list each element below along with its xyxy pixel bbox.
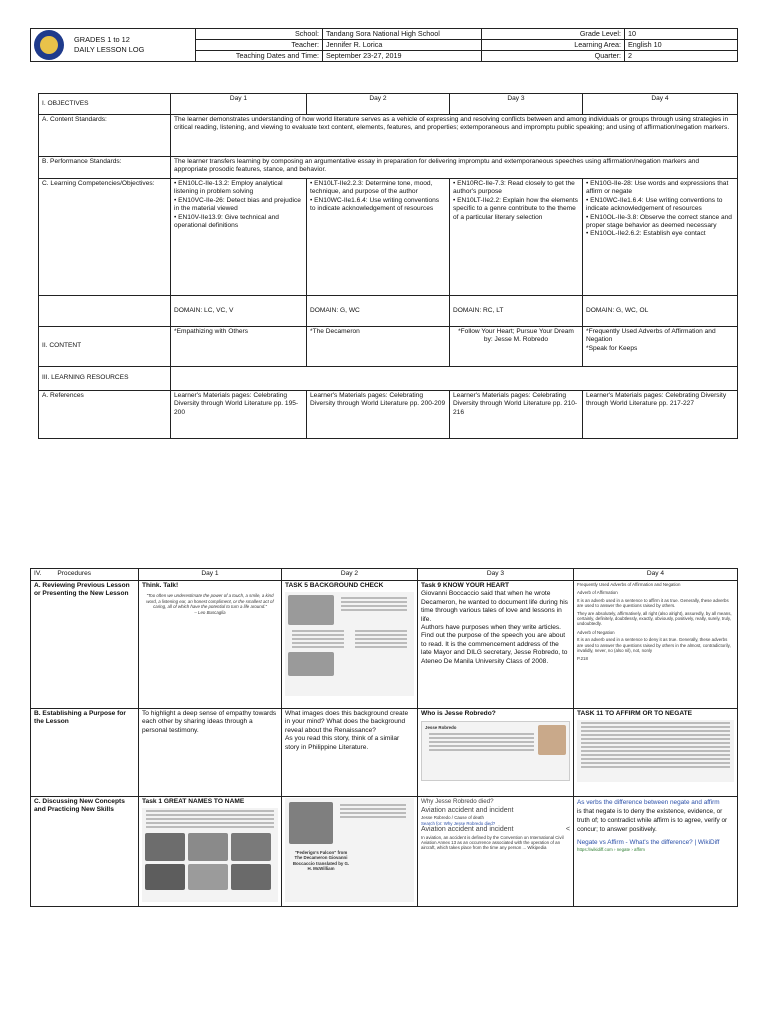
task9-title: Task 9 KNOW YOUR HEART xyxy=(421,582,510,589)
proc-day4-header: Day 4 xyxy=(574,569,738,581)
who-is-robredo-title: Who is Jesse Robredo? xyxy=(421,710,496,717)
buscaglia-quote: "Too often we underestimate the power of a touch, a smile, a kind word, a listening ear, an honest compliment, or the smallest act of caring, all of which have the potential to turn a life around." xyxy=(146,593,274,610)
robredo-cause-meta: Jesse Robredo / Cause of death xyxy=(421,815,484,821)
robredo-info-card xyxy=(421,721,570,781)
row-a-label: A. Reviewing Previous Lesson or Presenting the New Lesson xyxy=(31,581,139,709)
wikidiff-url[interactable]: https://wikidiff.com › negate › affirm xyxy=(577,847,645,852)
teacher-value: Jennifer R. Lorica xyxy=(323,40,482,51)
header-title-cell xyxy=(31,29,196,62)
day4-header: Day 4 xyxy=(583,94,738,115)
references-label: A. References xyxy=(39,391,171,439)
header-title-line2: DAILY LESSON LOG xyxy=(74,45,145,54)
performance-standards-text: The learner transfers learning by composing an argumentative essay in preparation for delivering impromptu and extemporaneous speeches using affirmation/negation markers and appropriate prosodic features, stance, and behavior. xyxy=(171,157,738,179)
decameron-illustration xyxy=(289,802,333,844)
aviation-heading-text: Aviation accident and incident xyxy=(421,826,514,833)
quarter-value: 2 xyxy=(625,51,738,62)
grade-label: Grade Level: xyxy=(482,29,625,40)
robredo-question: Why Jesse Robredo died? xyxy=(421,798,494,805)
task11-title: TASK 11 TO AFFIRM OR TO NEGATE xyxy=(577,710,693,717)
school-value: Tandang Sora National High School xyxy=(323,29,482,40)
task1-title: Task 1 GREAT NAMES TO NAME xyxy=(142,798,245,805)
negate-affirm-line2: is that negate is to deny the existence, evidence, or truth of; to contradict while affirm is to agree, verify or concur; to answer positively. xyxy=(577,808,728,833)
objectives-heading: I. OBJECTIVES xyxy=(39,94,171,115)
negation-heading: Adverb of Negation xyxy=(577,629,615,635)
row-a-day1 xyxy=(139,581,282,709)
think-talk-title: Think. Talk! xyxy=(142,582,179,589)
decameron-book-image xyxy=(285,798,414,902)
row-b-day3 xyxy=(418,709,574,797)
area-label: Learning Area: xyxy=(482,40,625,51)
negate-affirm-line1: As verbs the difference between negate and affirm xyxy=(577,799,720,806)
dates-value: September 23-27, 2019 xyxy=(323,51,482,62)
deped-seal-icon xyxy=(34,30,64,60)
row-b-day2: What images does this background create in your mind? What does the background reveal about the Renaissance? As you read this story, think of a similar story in Philippine Literature. xyxy=(282,709,418,797)
resources-spacer xyxy=(171,367,738,391)
procedures-heading-text: Procedures xyxy=(57,570,92,577)
procedures-heading-num: IV. xyxy=(34,570,42,577)
competency-day1: • EN10LC-IIe-13.2: Employ analytical listening in problem solving • EN10VC-IIe-26: Detect bias and prejudice in the material viewed • EN10V-IIe13.9: Give technical and operational definitions xyxy=(171,179,307,296)
content-day1: *Empathizing with Others xyxy=(171,327,307,367)
content-standards-label: A. Content Standards: xyxy=(39,115,171,157)
dates-label: Teaching Dates and Time: xyxy=(196,51,323,62)
row-c-day1 xyxy=(139,797,282,907)
competency-day2: • EN10LT-IIe2.2.3: Determine tone, mood, technique, and purpose of the author • EN10WC-IIe1.6.4: Use writing conventions to indicate acknowledgement of resources xyxy=(307,179,450,296)
adverbs-title: Frequently Used Adverbs of Affirmation and Negation xyxy=(577,582,681,587)
google-result-card xyxy=(421,798,570,851)
competencies-label: C. Learning Competencies/Objectives: xyxy=(39,179,171,296)
domain-day2: DOMAIN: G, WC xyxy=(307,296,450,327)
row-b-day1: To highlight a deep sense of empathy towards each other by sharing ideas through a personal testimony. xyxy=(139,709,282,797)
proc-day1-header: Day 1 xyxy=(139,569,282,581)
share-icon[interactable]: < xyxy=(565,826,570,833)
row-a-day4 xyxy=(574,581,738,709)
renaissance-background-image xyxy=(285,592,414,696)
domain-day3: DOMAIN: RC, LT xyxy=(450,296,583,327)
resources-heading: III. LEARNING RESOURCES xyxy=(39,367,171,391)
robredo-portrait xyxy=(538,725,566,755)
task5-title: TASK 5 BACKGROUND CHECK xyxy=(285,582,384,589)
competency-day3: • EN10RC-IIe-7.3: Read closely to get the author's purpose • EN10LT-IIe2.2: Explain how the elements specific to a genre contribute to the theme of a particular literary selection xyxy=(450,179,583,296)
reference-day4: Learner's Materials pages: Celebrating Diversity through World Literature pp. 217-227 xyxy=(583,391,738,439)
content-day3: *Follow Your Heart; Pursue Your Dream by: Jesse M. Robredo xyxy=(450,327,583,367)
affirmation-definition: It is an adverb used in a sentence to affirm it as true. Generally, these adverbs are used to answer the questions raised by others. xyxy=(577,597,729,609)
robredo-search-link[interactable]: Search for: Why Jesse Robredo died? xyxy=(421,820,496,826)
row-a-day2 xyxy=(282,581,418,709)
domain-day4: DOMAIN: G, WC, OL xyxy=(583,296,738,327)
portrait-5 xyxy=(188,864,228,890)
row-b-day4 xyxy=(574,709,738,797)
robredo-card-name: Jesse Robredo xyxy=(425,725,457,731)
row-b-label: B. Establishing a Purpose for the Lesson xyxy=(31,709,139,797)
teacher-label: Teacher: xyxy=(196,40,323,51)
domain-spacer xyxy=(39,296,171,327)
row-c-day2 xyxy=(282,797,418,907)
portrait-1 xyxy=(145,833,185,861)
objectives-table xyxy=(38,93,738,439)
proc-day2-header: Day 2 xyxy=(282,569,418,581)
negation-definition: It is an adverb used in a sentence to deny it as true. Generally, these adverbs are used to answer the questions raised by others in the almost, contradictorily, invalidly, never, no (also nil), not, nonly xyxy=(577,637,731,654)
day2-header: Day 2 xyxy=(307,94,450,115)
page-reference: P.218 xyxy=(577,656,588,662)
proc-day3-header: Day 3 xyxy=(418,569,574,581)
performance-standards-label: B. Performance Standards: xyxy=(39,157,171,179)
grade-value: 10 xyxy=(625,29,738,40)
portrait-3 xyxy=(231,833,271,861)
header-table xyxy=(30,28,738,62)
robredo-answer: Aviation accident and incident xyxy=(421,806,514,814)
renaissance-photo-2 xyxy=(288,652,334,676)
competency-day4: • EN10G-IIe-28: Use words and expressions that affirm or negate • EN10WC-IIe1.6.4: Use writing conventions to indicate acknowledgement of resources • EN10OL-IIe-3.8: Observe the correct stance and proper stage behavior as deemed necessary • EN10OL-IIe2.6.2: Establish eye contact xyxy=(583,179,738,296)
day1-header: Day 1 xyxy=(171,94,307,115)
negate-affirm-card xyxy=(577,798,734,852)
row-c-day3 xyxy=(418,797,574,907)
task9-text: Giovanni Boccaccio said that when he wrote Decameron, he wanted to document life during his time through various tales of love and lessons in life. Authors have purposes when they write articles. Find out the purpose of the speech you are about to read. It is the commencement address of the late Mayor and DILG secretary, Jesse Robredo, to Ateneo De Manila University Class of 2008. xyxy=(421,590,568,665)
aviation-definition: In aviation, an accident is defined by the Convention on International Civil Aviation Annex 13 as an occurrence associated with the operation of an aircraft, which takes place from the time any person ... Wikipedia xyxy=(421,834,564,851)
procedures-table xyxy=(30,568,738,907)
great-names-image xyxy=(142,808,278,902)
task11-worksheet-image xyxy=(577,720,734,782)
aviation-heading xyxy=(421,826,570,835)
domain-day1: DOMAIN: LC, VC, V xyxy=(171,296,307,327)
reference-day2: Learner's Materials pages: Celebrating Diversity through World Literature pp. 200-209 xyxy=(307,391,450,439)
renaissance-photo-1 xyxy=(288,595,334,625)
procedures-heading xyxy=(31,569,139,581)
portrait-4 xyxy=(145,864,185,890)
portrait-6 xyxy=(231,864,271,890)
row-c-day4 xyxy=(574,797,738,907)
federigo-caption: "Federigo's Falcon" from The Decameron Giovanni Boccaccio translated by G. H. McWilliam xyxy=(292,850,350,872)
buscaglia-author: – Leo Buscaglia xyxy=(194,609,226,615)
day3-header: Day 3 xyxy=(450,94,583,115)
header-title-line1: GRADES 1 to 12 xyxy=(74,35,130,44)
affirmation-examples: They are absolutely, affirmatively, all right (also alright), assuredly, by all means, certainly, definitely, doubtlessly, exactly, obviously, positively, really, surely, truly, undoubtedly. xyxy=(577,610,732,627)
portrait-2 xyxy=(188,833,228,861)
content-standards-text: The learner demonstrates understanding of how world literature serves as a vehicle of expressing and resolving conflicts between and among individuals or groups through using strategies in critical reading, listening, and viewing to evaluate text content, elements, features, and properties; extemporaneous and impromptu public speaking; and using of affirmation/negation markers. xyxy=(171,115,738,157)
school-label: School: xyxy=(196,29,323,40)
wikidiff-link[interactable]: Negate vs Affirm - What's the difference? | WikiDiff xyxy=(577,839,720,846)
content-day4: *Frequently Used Adverbs of Affirmation and Negation *Speak for Keeps xyxy=(583,327,738,367)
row-c-label: C. Discussing New Concepts and Practicing New Skills xyxy=(31,797,139,907)
reference-day3: Learner's Materials pages: Celebrating Diversity through World Literature pp. 210-216 xyxy=(450,391,583,439)
content-day2: *The Decameron xyxy=(307,327,450,367)
quarter-label: Quarter: xyxy=(482,51,625,62)
reference-day1: Learner's Materials pages: Celebrating Diversity through World Literature pp. 195-200 xyxy=(171,391,307,439)
content-heading: II. CONTENT xyxy=(39,327,171,367)
affirmation-heading: Adverb of Affirmation xyxy=(577,590,618,596)
row-a-day3 xyxy=(418,581,574,709)
area-value: English 10 xyxy=(625,40,738,51)
